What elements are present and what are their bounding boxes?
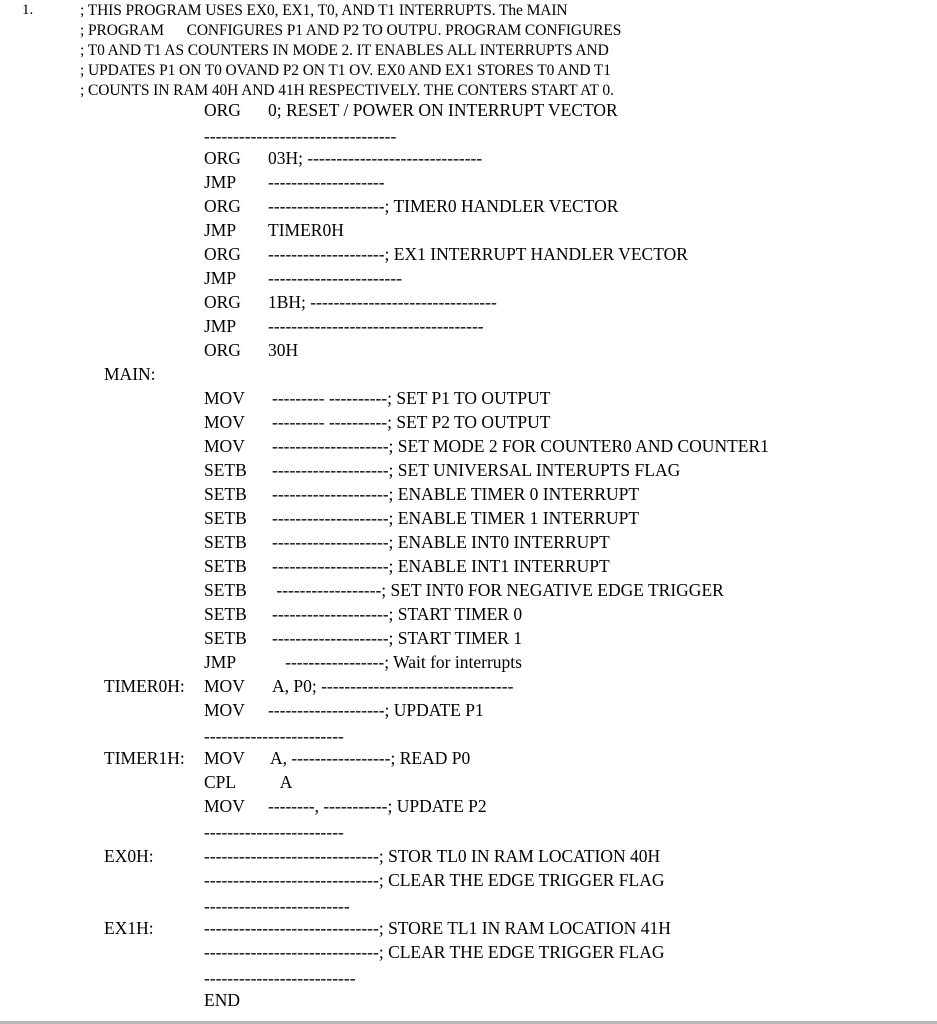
- code-label: TIMER1H:: [104, 748, 185, 768]
- code-line: [0, 436, 937, 460]
- code-line: [0, 340, 937, 364]
- code-operand: -------------------------------------: [268, 316, 484, 336]
- code-operand: 0; RESET / POWER ON INTERRUPT VECTOR: [268, 100, 618, 120]
- code-operand: A, P0; ---------------------------------: [272, 676, 514, 696]
- code-opcode: JMP: [204, 220, 237, 240]
- code-opcode: ORG: [204, 244, 241, 264]
- code-label: MAIN:: [104, 364, 156, 384]
- code-operand: --------------------; EX1 INTERRUPT HANDLER VECTOR: [268, 244, 688, 264]
- code-opcode: SETB: [204, 556, 247, 576]
- code-line: [0, 726, 937, 750]
- code-operand: A, -----------------; READ P0: [270, 748, 471, 768]
- code-opcode: ORG: [204, 340, 241, 360]
- code-line: [0, 604, 937, 628]
- code-line: [0, 846, 937, 870]
- code-opcode: MOV: [204, 412, 245, 432]
- code-label: EX1H:: [104, 918, 154, 938]
- code-line: [0, 100, 937, 124]
- header-comment-line: ; UPDATES P1 ON T0 OVAND P2 ON T1 OV. EX0 AND EX1 STORES T0 AND T1: [80, 62, 611, 79]
- code-operand: 1BH; --------------------------------: [268, 292, 497, 312]
- header-comment-line: ; PROGRAM CONFIGURES P1 AND P2 TO OUTPU. PROGRAM CONFIGURES: [80, 22, 622, 39]
- code-line: [0, 364, 937, 388]
- code-line: [0, 628, 937, 652]
- code-blank-fill: --------------------------: [204, 968, 356, 988]
- code-operand: ------------------; SET INT0 FOR NEGATIVE EDGE TRIGGER: [272, 580, 724, 600]
- code-operand: --------------------; TIMER0 HANDLER VECTOR: [268, 196, 619, 216]
- code-opcode: ORG: [204, 100, 241, 120]
- code-operand: --------- ----------; SET P1 TO OUTPUT: [272, 388, 551, 408]
- code-operand: 03H; ------------------------------: [268, 148, 483, 168]
- code-blank-fill: ------------------------------; CLEAR THE EDGE TRIGGER FLAG: [204, 942, 665, 962]
- code-opcode: MOV: [204, 796, 245, 816]
- code-opcode: JMP: [204, 652, 237, 672]
- code-line: [0, 220, 937, 244]
- code-operand: --------------------; SET UNIVERSAL INTERUPTS FLAG: [272, 460, 681, 480]
- code-line: [0, 968, 937, 992]
- code-line: [0, 942, 937, 966]
- code-line: [0, 388, 937, 412]
- code-opcode: CPL: [204, 772, 237, 792]
- code-line: [0, 700, 937, 724]
- code-line: [0, 126, 937, 150]
- code-opcode: SETB: [204, 604, 247, 624]
- code-line: [0, 508, 937, 532]
- code-opcode: ORG: [204, 148, 241, 168]
- code-line: [0, 532, 937, 556]
- code-line: [0, 556, 937, 580]
- code-label: TIMER0H:: [104, 676, 185, 696]
- code-blank-fill: ------------------------: [204, 822, 344, 842]
- code-operand: --------------------; SET MODE 2 FOR COUNTER0 AND COUNTER1: [272, 436, 769, 456]
- code-line: [0, 822, 937, 846]
- code-operand: --------- ----------; SET P2 TO OUTPUT: [272, 412, 551, 432]
- code-line: [0, 796, 937, 820]
- code-line: [0, 748, 937, 772]
- code-opcode: JMP: [204, 316, 237, 336]
- code-line: [0, 772, 937, 796]
- code-operand: -----------------; Wait for interrupts: [272, 652, 522, 672]
- code-opcode: ORG: [204, 196, 241, 216]
- code-opcode: ORG: [204, 292, 241, 312]
- code-opcode: SETB: [204, 508, 247, 528]
- code-blank-fill: ------------------------------; CLEAR THE EDGE TRIGGER FLAG: [204, 870, 665, 890]
- code-opcode: MOV: [204, 388, 245, 408]
- code-line: [0, 990, 937, 1014]
- code-operand: --------------------; ENABLE INT0 INTERRUPT: [272, 532, 610, 552]
- code-operand: A: [272, 772, 293, 792]
- code-operand: TIMER0H: [268, 220, 344, 240]
- code-operand: --------------------; ENABLE TIMER 1 INTERRUPT: [272, 508, 640, 528]
- code-line: [0, 484, 937, 508]
- code-line: [0, 460, 937, 484]
- code-opcode: END: [204, 990, 240, 1010]
- code-blank-fill: ------------------------------; STORE TL1 IN RAM LOCATION 41H: [204, 918, 671, 938]
- code-line: [0, 292, 937, 316]
- code-opcode: JMP: [204, 172, 237, 192]
- header-comment-line: ; THIS PROGRAM USES EX0, EX1, T0, AND T1 INTERRUPTS. The MAIN: [80, 2, 568, 19]
- code-operand: -----------------------: [268, 268, 403, 288]
- code-blank-fill: -------------------------: [204, 896, 350, 916]
- item-number: 1.: [22, 2, 34, 18]
- code-line: [0, 316, 937, 340]
- code-operand: --------, -----------; UPDATE P2: [268, 796, 487, 816]
- code-blank-fill: ---------------------------------: [204, 126, 397, 146]
- code-opcode: MOV: [204, 748, 245, 768]
- code-line: [0, 244, 937, 268]
- code-operand: 30H: [268, 340, 299, 360]
- code-opcode: SETB: [204, 628, 247, 648]
- code-opcode: SETB: [204, 532, 247, 552]
- code-line: [0, 172, 937, 196]
- code-operand: --------------------; START TIMER 1: [272, 628, 523, 648]
- code-operand: --------------------: [268, 172, 385, 192]
- code-opcode: MOV: [204, 700, 245, 720]
- code-line: [0, 268, 937, 292]
- header-comment-line: ; COUNTS IN RAM 40H AND 41H RESPECTIVELY. THE CONTERS START AT 0.: [80, 82, 614, 99]
- code-line: [0, 148, 937, 172]
- code-operand: --------------------; UPDATE P1: [268, 700, 484, 720]
- code-line: [0, 896, 937, 920]
- header-comment-line: ; T0 AND T1 AS COUNTERS IN MODE 2. IT ENABLES ALL INTERRUPTS AND: [80, 42, 609, 59]
- code-line: [0, 870, 937, 894]
- code-line: [0, 196, 937, 220]
- code-blank-fill: ------------------------------; STOR TL0 IN RAM LOCATION 40H: [204, 846, 661, 866]
- code-opcode: JMP: [204, 268, 237, 288]
- code-opcode: SETB: [204, 460, 247, 480]
- code-operand: --------------------; ENABLE TIMER 0 INTERRUPT: [272, 484, 640, 504]
- code-opcode: SETB: [204, 484, 247, 504]
- code-line: [0, 580, 937, 604]
- code-line: [0, 918, 937, 942]
- code-blank-fill: ------------------------: [204, 726, 344, 746]
- code-operand: --------------------; START TIMER 0: [272, 604, 523, 624]
- code-line: [0, 652, 937, 676]
- code-operand: --------------------; ENABLE INT1 INTERRUPT: [272, 556, 610, 576]
- code-label: EX0H:: [104, 846, 154, 866]
- code-line: [0, 412, 937, 436]
- code-opcode: MOV: [204, 436, 245, 456]
- code-opcode: SETB: [204, 580, 247, 600]
- code-line: [0, 676, 937, 700]
- code-opcode: MOV: [204, 676, 245, 696]
